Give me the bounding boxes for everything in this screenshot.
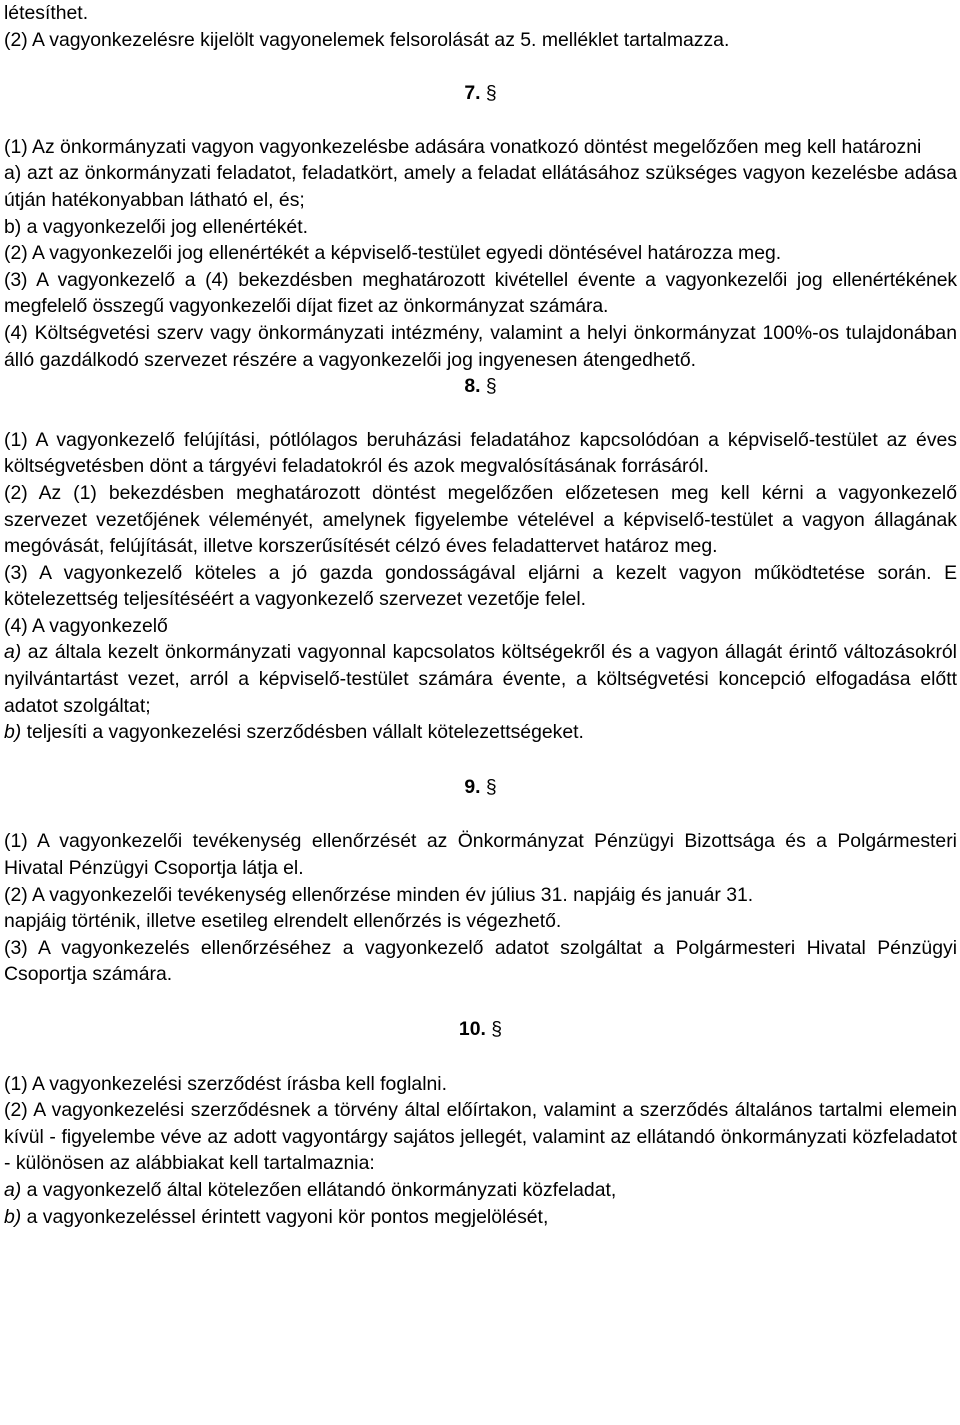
section-sign: § xyxy=(485,82,497,105)
section-8-paragraph-2: (2) Az (1) bekezdésben meghatározott döntést megelőzően előzetesen meg kell kérni a vagyonkezelő szervezet vezetőjének véleményét, amelynek figyelembe vételével a képviselő-testület a vagyon állagának megóvását, felújítását, illetve korszerűsítését célzó éves feladattervet határoz meg. xyxy=(4,481,957,558)
item-marker: a) xyxy=(4,641,22,664)
section-number: 8. xyxy=(464,375,481,398)
intro-line-1: létesíthet. xyxy=(4,2,89,24)
document-page xyxy=(4,0,957,1230)
section-7-paragraph-4: (4) Költségvetési szerv vagy önkormányzati intézmény, valamint a helyi önkormányzat 100%-os tulajdonában álló gazdálkodó szervezet részére a vagyonkezelői jog ingyenesen átengedhető. xyxy=(4,321,957,371)
section-7-item-b: b) a vagyonkezelői jog ellenértékét. xyxy=(4,215,308,238)
section-9-paragraph-1: (1) A vagyonkezelői tevékenység ellenőrzését az Önkormányzat Pénzügyi Bizottsága és a Polgármesteri Hivatal Pénzügyi Csoportja látja el. xyxy=(4,830,957,880)
section-number: 7. xyxy=(464,82,481,105)
section-7-paragraph-3: (3) A vagyonkezelő a (4) bekezdésben meghatározott kivétellel évente a vagyonkezelői jog ellenértékének megfelelő összegű vagyonkezelői díjat fizet az önkormányzat számára. xyxy=(4,268,957,318)
section-10-paragraph-2: (2) A vagyonkezelési szerződésnek a törvény által előírtakon, valamint a szerződés általános tartalmi elemein kívül - figyelembe véve az adott vagyontárgy sajátos jellegét, valamint az ellátandó önkormányzati közfeladatot - különösen az alábbiakat kell tartalmaznia: xyxy=(4,1099,957,1175)
section-9-paragraph-2-line-2: napjáig történik, illetve esetileg elrendelt ellenőrzés is végezhető. xyxy=(4,910,562,933)
item-text: teljesíti a vagyonkezelési szerződésben vállalt kötelezettségeket. xyxy=(21,721,584,744)
section-10-paragraph-1: (1) A vagyonkezelési szerződést írásba kell foglalni. xyxy=(4,1072,447,1095)
section-8-item-b xyxy=(4,719,957,746)
section-9-paragraph-3: (3) A vagyonkezelés ellenőrzéséhez a vagyonkezelő adatot szolgáltat a Polgármesteri Hivatal Pénzügyi Csoportja számára. xyxy=(4,936,957,986)
section-8-paragraph-4: (4) A vagyonkezelő xyxy=(4,614,168,637)
item-text: az általa kezelt önkormányzati vagyonnal kapcsolatos költségekről és a vagyon állagát érintő változásokról nyilvántartást vezet, arról a képviselő-testület számára évente, a költségvetési koncepció elfogadása előtt adatot szolgáltat; xyxy=(4,641,957,717)
section-7-heading xyxy=(4,80,957,107)
section-8-paragraph-1: (1) A vagyonkezelő felújítási, pótlólagos beruházási feladatához kapcsolódóan a képviselő-testület az éves költségvetésben dönt a tárgyévi feladatokról és azok megvalósításának forrásáról. xyxy=(4,428,957,478)
section-sign: § xyxy=(485,775,497,798)
section-9-paragraph-2-line-1: (2) A vagyonkezelői tevékenység ellenőrzése minden év július 31. napjáig és január 31. xyxy=(4,883,754,906)
item-text: a vagyonkezelő által kötelezően ellátandó önkormányzati közfeladat, xyxy=(21,1178,617,1201)
item-marker: a) xyxy=(4,1178,22,1201)
section-8-paragraph-3: (3) A vagyonkezelő köteles a jó gazda gondosságával eljárni a kezelt vagyon működtetése során. E kötelezettség teljesítéséért a vagyonkezelő szervezet vezetője felel. xyxy=(4,561,957,611)
section-sign: § xyxy=(485,375,497,398)
section-10-heading xyxy=(4,1016,957,1043)
section-7-item-a: a) azt az önkormányzati feladatot, feladatkört, amely a feladat ellátásához szükséges vagyon kezelésbe adása útján hatékonyabban látható el, és; xyxy=(4,162,957,211)
section-sign: § xyxy=(491,1018,503,1040)
item-marker: b) xyxy=(4,721,22,744)
section-10-item-b xyxy=(4,1204,957,1231)
section-7-paragraph-2: (2) A vagyonkezelői jog ellenértékét a képviselő-testület egyedi döntésével határozza meg. xyxy=(4,242,782,265)
section-9-heading xyxy=(4,774,957,801)
intro-line-2: (2) A vagyonkezelésre kijelölt vagyonelemek felsorolását az 5. melléklet tartalmazza. xyxy=(4,28,730,51)
section-8-heading xyxy=(4,373,957,400)
section-8-item-a xyxy=(4,639,957,719)
section-10-item-a xyxy=(4,1177,957,1204)
section-number: 10. xyxy=(458,1018,486,1040)
item-text: a vagyonkezeléssel érintett vagyoni kör pontos megjelölését, xyxy=(21,1205,549,1228)
section-7-paragraph-1: (1) Az önkormányzati vagyon vagyonkezelésbe adására vonatkozó döntést megelőzően meg kell határozni xyxy=(4,135,922,158)
section-number: 9. xyxy=(464,775,481,798)
item-marker: b) xyxy=(4,1205,22,1228)
